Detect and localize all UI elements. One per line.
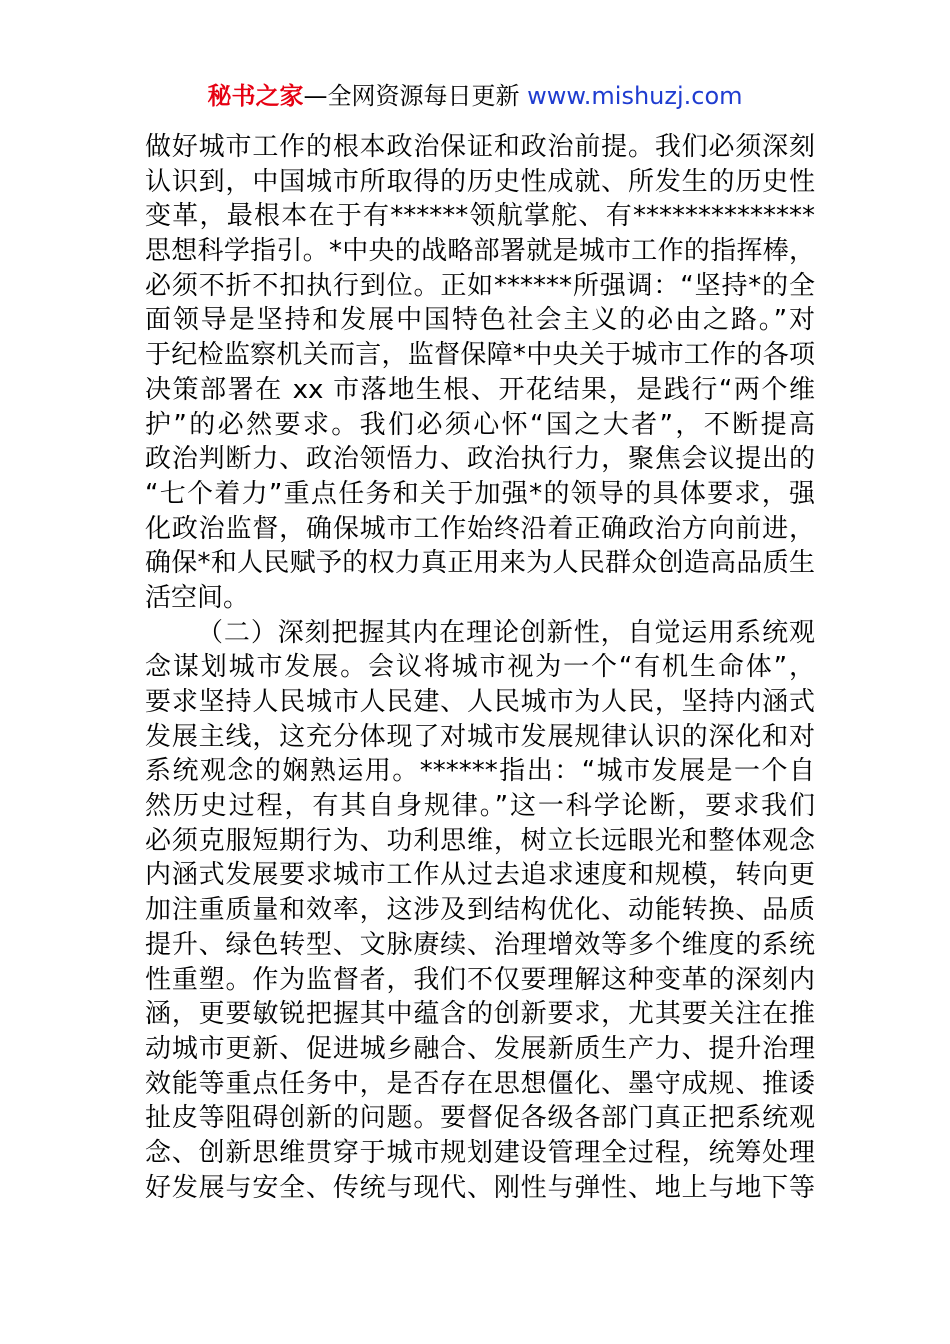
- text-line: 决策部署在 xx 市落地生根、开花结果，是践行“两个维: [145, 374, 815, 405]
- brand-name: 秘书之家: [207, 82, 304, 110]
- text-line: 要求坚持人民城市人民建、人民城市为人民，坚持内涵式: [145, 687, 815, 717]
- text-line: 化政治监督，确保城市工作始终沿着正确政治方向前进，: [145, 513, 815, 544]
- text-line: 思想科学指引。*中央的战略部署就是城市工作的指挥棒，: [145, 236, 815, 267]
- text-line: 变革，最根本在于有******领航掌舵、有**************: [145, 201, 815, 232]
- text-line: 念、创新思维贯穿于城市规划建设管理全过程，统筹处理: [145, 1137, 815, 1168]
- text-line: 认识到，中国城市所取得的历史性成就、所发生的历史性: [145, 166, 815, 197]
- text-line: 确保*和人民赋予的权力真正用来为人民群众创造高品质生: [145, 548, 815, 579]
- section-heading-line: （二）深刻把握其内在理论创新性，自觉运用系统观: [197, 617, 815, 648]
- header-tagline: —全网资源每日更新: [303, 82, 528, 110]
- document-body: [145, 130, 815, 1205]
- text-line: 系统观念的娴熟运用。******指出：“城市发展是一个自: [145, 756, 815, 787]
- text-line: 提升、绿色转型、文脉赓续、治理增效等多个维度的系统: [145, 929, 815, 960]
- text-line: 护”的必然要求。我们必须心怀“国之大者”，不断提高: [145, 409, 815, 440]
- paragraph-end-line: 活空间。: [145, 582, 250, 613]
- text-line: 动城市更新、促进城乡融合、发展新质生产力、提升治理: [145, 1033, 815, 1064]
- text-line: 发展主线，这充分体现了对城市发展规律认识的深化和对: [145, 721, 815, 752]
- text-line: 效能等重点任务中，是否存在思想僵化、墨守成规、推诿: [145, 1068, 815, 1099]
- site-url[interactable]: www.mishuzj.com: [527, 82, 743, 110]
- text-line: 然历史过程，有其自身规律。”这一科学论断，要求我们: [145, 791, 815, 822]
- text-line: 好发展与安全、传统与现代、刚性与弹性、地上与地下等: [145, 1172, 815, 1203]
- text-line: 扯皮等阻碍创新的问题。要督促各级各部门真正把系统观: [145, 1103, 815, 1134]
- text-line: 加注重质量和效率，这涉及到结构优化、动能转换、品质: [145, 895, 815, 926]
- text-line: 做好城市工作的根本政治保证和政治前提。我们必须深刻: [145, 132, 815, 162]
- text-line: 必须克服短期行为、功利思维，树立长远眼光和整体观念: [145, 825, 815, 856]
- text-line: “七个着力”重点任务和关于加强*的领导的具体要求，强: [145, 478, 815, 509]
- text-line: 性重塑。作为监督者，我们不仅要理解这种变革的深刻内: [145, 964, 815, 995]
- text-line: 必须不折不扣执行到位。正如******所强调：“坚持*的全: [145, 270, 815, 301]
- page-header: [0, 78, 950, 114]
- text-line: 面领导是坚持和发展中国特色社会主义的必由之路。”对: [145, 305, 815, 336]
- text-line: 于纪检监察机关而言，监督保障*中央关于城市工作的各项: [145, 340, 815, 371]
- text-line: 政治判断力、政治领悟力、政治执行力，聚焦会议提出的: [145, 444, 815, 475]
- text-line: 涵，更要敏锐把握其中蕴含的创新要求，尤其要关注在推: [145, 999, 815, 1030]
- text-line: 念谋划城市发展。会议将城市视为一个“有机生命体”，: [145, 652, 815, 683]
- text-line: 内涵式发展要求城市工作从过去追求速度和规模，转向更: [145, 860, 815, 891]
